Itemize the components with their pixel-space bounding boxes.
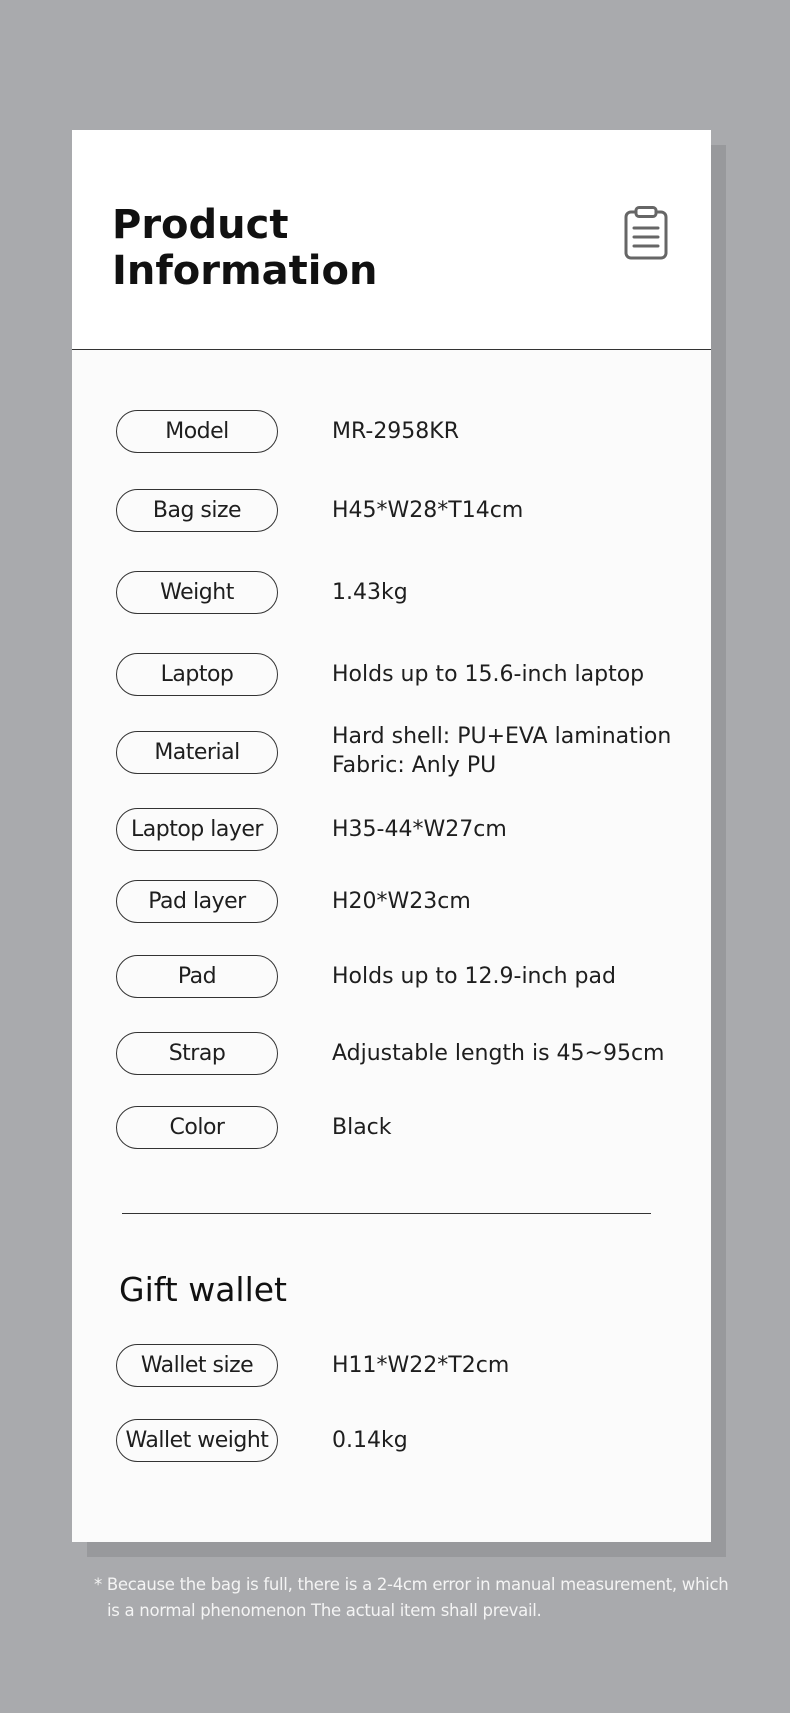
spec-label: Material — [116, 731, 278, 774]
measurement-footnote — [94, 1572, 734, 1624]
card-header — [72, 130, 711, 350]
spec-label: Strap — [116, 1032, 278, 1075]
footnote-line-2: is a normal phenomenon The actual item shall prevail. — [107, 1601, 542, 1620]
spec-label: Bag size — [116, 489, 278, 532]
spec-value: Black — [332, 1115, 392, 1140]
spec-label: Model — [116, 410, 278, 453]
spec-value-line-1: Hard shell: PU+EVA lamination — [332, 724, 672, 749]
spec-label: Laptop — [116, 653, 278, 696]
section-divider — [122, 1213, 651, 1214]
spec-label: Wallet size — [116, 1344, 278, 1387]
title-line-2: Information — [112, 248, 378, 294]
spec-label: Weight — [116, 571, 278, 614]
page-title — [112, 202, 412, 294]
gift-wallet-title: Gift wallet — [119, 1270, 287, 1309]
spec-label: Color — [116, 1106, 278, 1149]
spec-value: Adjustable length is 45~95cm — [332, 1041, 665, 1066]
spec-value: H20*W23cm — [332, 889, 471, 914]
spec-value: H45*W28*T14cm — [332, 498, 524, 523]
spec-value: MR-2958KR — [332, 419, 460, 444]
title-line-1: Product — [112, 202, 289, 248]
spec-value-line-2: Fabric: Anly PU — [332, 753, 497, 778]
spec-value: H35-44*W27cm — [332, 817, 507, 842]
spec-label: Wallet weight — [116, 1419, 278, 1462]
spec-value: Holds up to 15.6-inch laptop — [332, 662, 645, 687]
clipboard-icon — [624, 206, 668, 260]
spec-value: H11*W22*T2cm — [332, 1353, 510, 1378]
spec-value: Holds up to 12.9-inch pad — [332, 964, 616, 989]
spec-label: Pad — [116, 955, 278, 998]
spec-value: 1.43kg — [332, 580, 408, 605]
spec-label: Pad layer — [116, 880, 278, 923]
product-info-card — [72, 130, 711, 1542]
spec-label: Laptop layer — [116, 808, 278, 851]
spec-value: 0.14kg — [332, 1428, 408, 1453]
footnote-line-1: * Because the bag is full, there is a 2-4cm error in manual measurement, which — [94, 1575, 729, 1594]
